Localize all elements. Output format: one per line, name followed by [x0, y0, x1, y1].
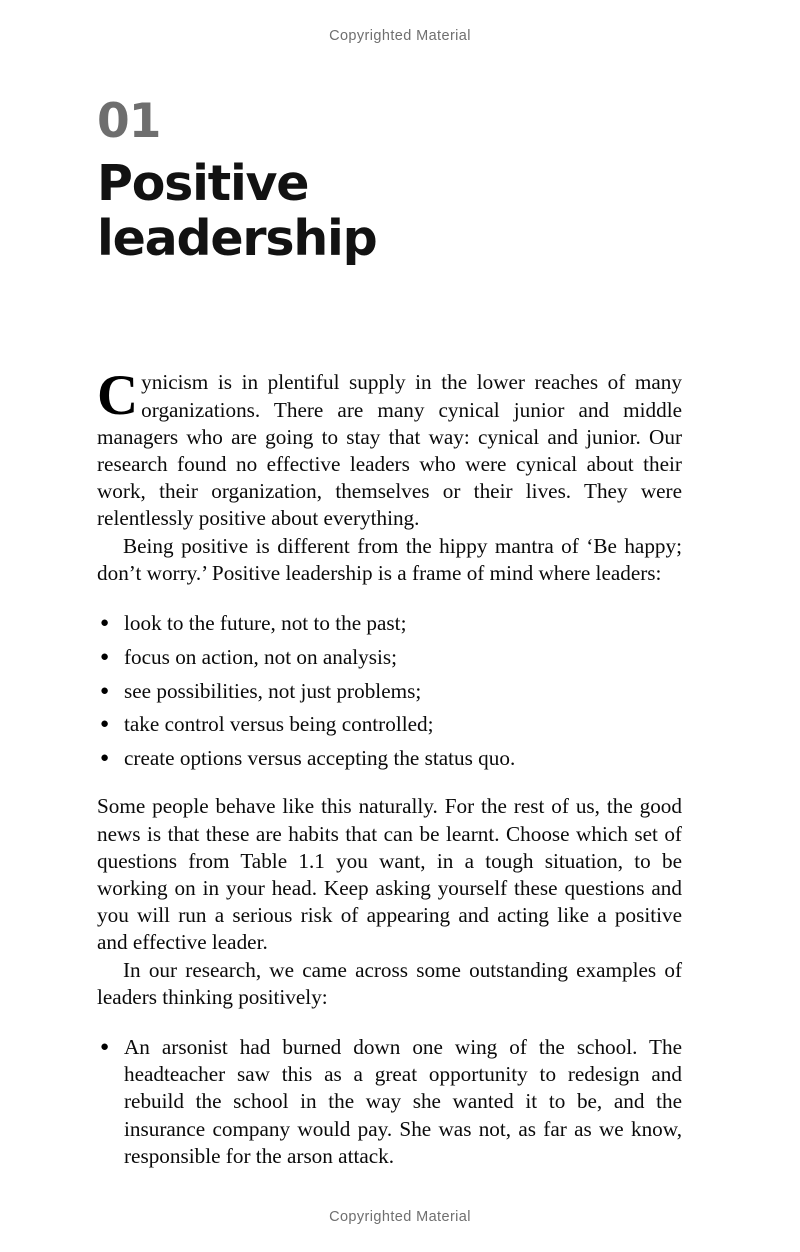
drop-cap: C [97, 364, 139, 428]
list-item [97, 1034, 682, 1170]
traits-list [97, 587, 682, 793]
running-foot: Copyrighted Material [329, 1209, 471, 1225]
opening-paragraph-text: ynicism is in plentiful supply in the lower reaches of many organizations. There are many cynical junior and middle managers who are going to stay that way: cynical and junior. Our research found no effective leaders who were cynical about their work, their organization, themselves or their lives. They were relentlessly positive about everything. [97, 370, 682, 531]
chapter-number: 01 [97, 94, 161, 149]
list-item [97, 745, 682, 772]
page-content [97, 0, 682, 1170]
fourth-paragraph: In our research, we came across some outstanding examples of leaders thinking positively: [97, 957, 682, 1009]
bullet-icon: ● [100, 716, 110, 733]
bullet-icon: ● [100, 1039, 110, 1055]
bullet-icon: ● [100, 750, 110, 767]
bullet-icon: ● [100, 614, 110, 631]
opening-paragraph [97, 364, 682, 532]
second-paragraph: Being positive is different from the hippy mantra of ‘Be happy; don’t worry.’ Positive leadership is a frame of mind where leaders: [97, 533, 682, 585]
list-item-label: An arsonist had burned down one wing of the school. The headteacher saw this as a great opportunity to redesign and rebuild the school in the way she wanted it to be, and the insurance company would pay. She was not, as far as we know, responsible for the arson attack. [124, 1035, 682, 1168]
list-item-label: see possibilities, not just problems; [124, 678, 422, 703]
list-item [97, 711, 682, 738]
list-item-label: take control versus being controlled; [124, 712, 434, 737]
examples-list [97, 1011, 682, 1170]
list-item-label: look to the future, not to the past; [124, 610, 407, 635]
list-item-label: create options versus accepting the status quo. [124, 746, 516, 771]
list-item-label: focus on action, not on analysis; [124, 644, 398, 669]
body-block [97, 266, 682, 1170]
bullet-icon: ● [100, 682, 110, 699]
list-item [97, 678, 682, 705]
chapter-title: Positive leadership [97, 154, 377, 267]
list-item [97, 610, 682, 637]
bullet-icon: ● [100, 648, 110, 665]
third-paragraph: Some people behave like this naturally. For the rest of us, the good news is that these are habits that can be learnt. Choose which set of questions from Table 1.1 you want, in a tough situation, to be working on in your head. Keep asking yourself these questions and you will run a serious risk of appearing and acting like a positive and effective leader. [97, 794, 682, 955]
list-item [97, 644, 682, 671]
running-head: Copyrighted Material [329, 28, 471, 44]
